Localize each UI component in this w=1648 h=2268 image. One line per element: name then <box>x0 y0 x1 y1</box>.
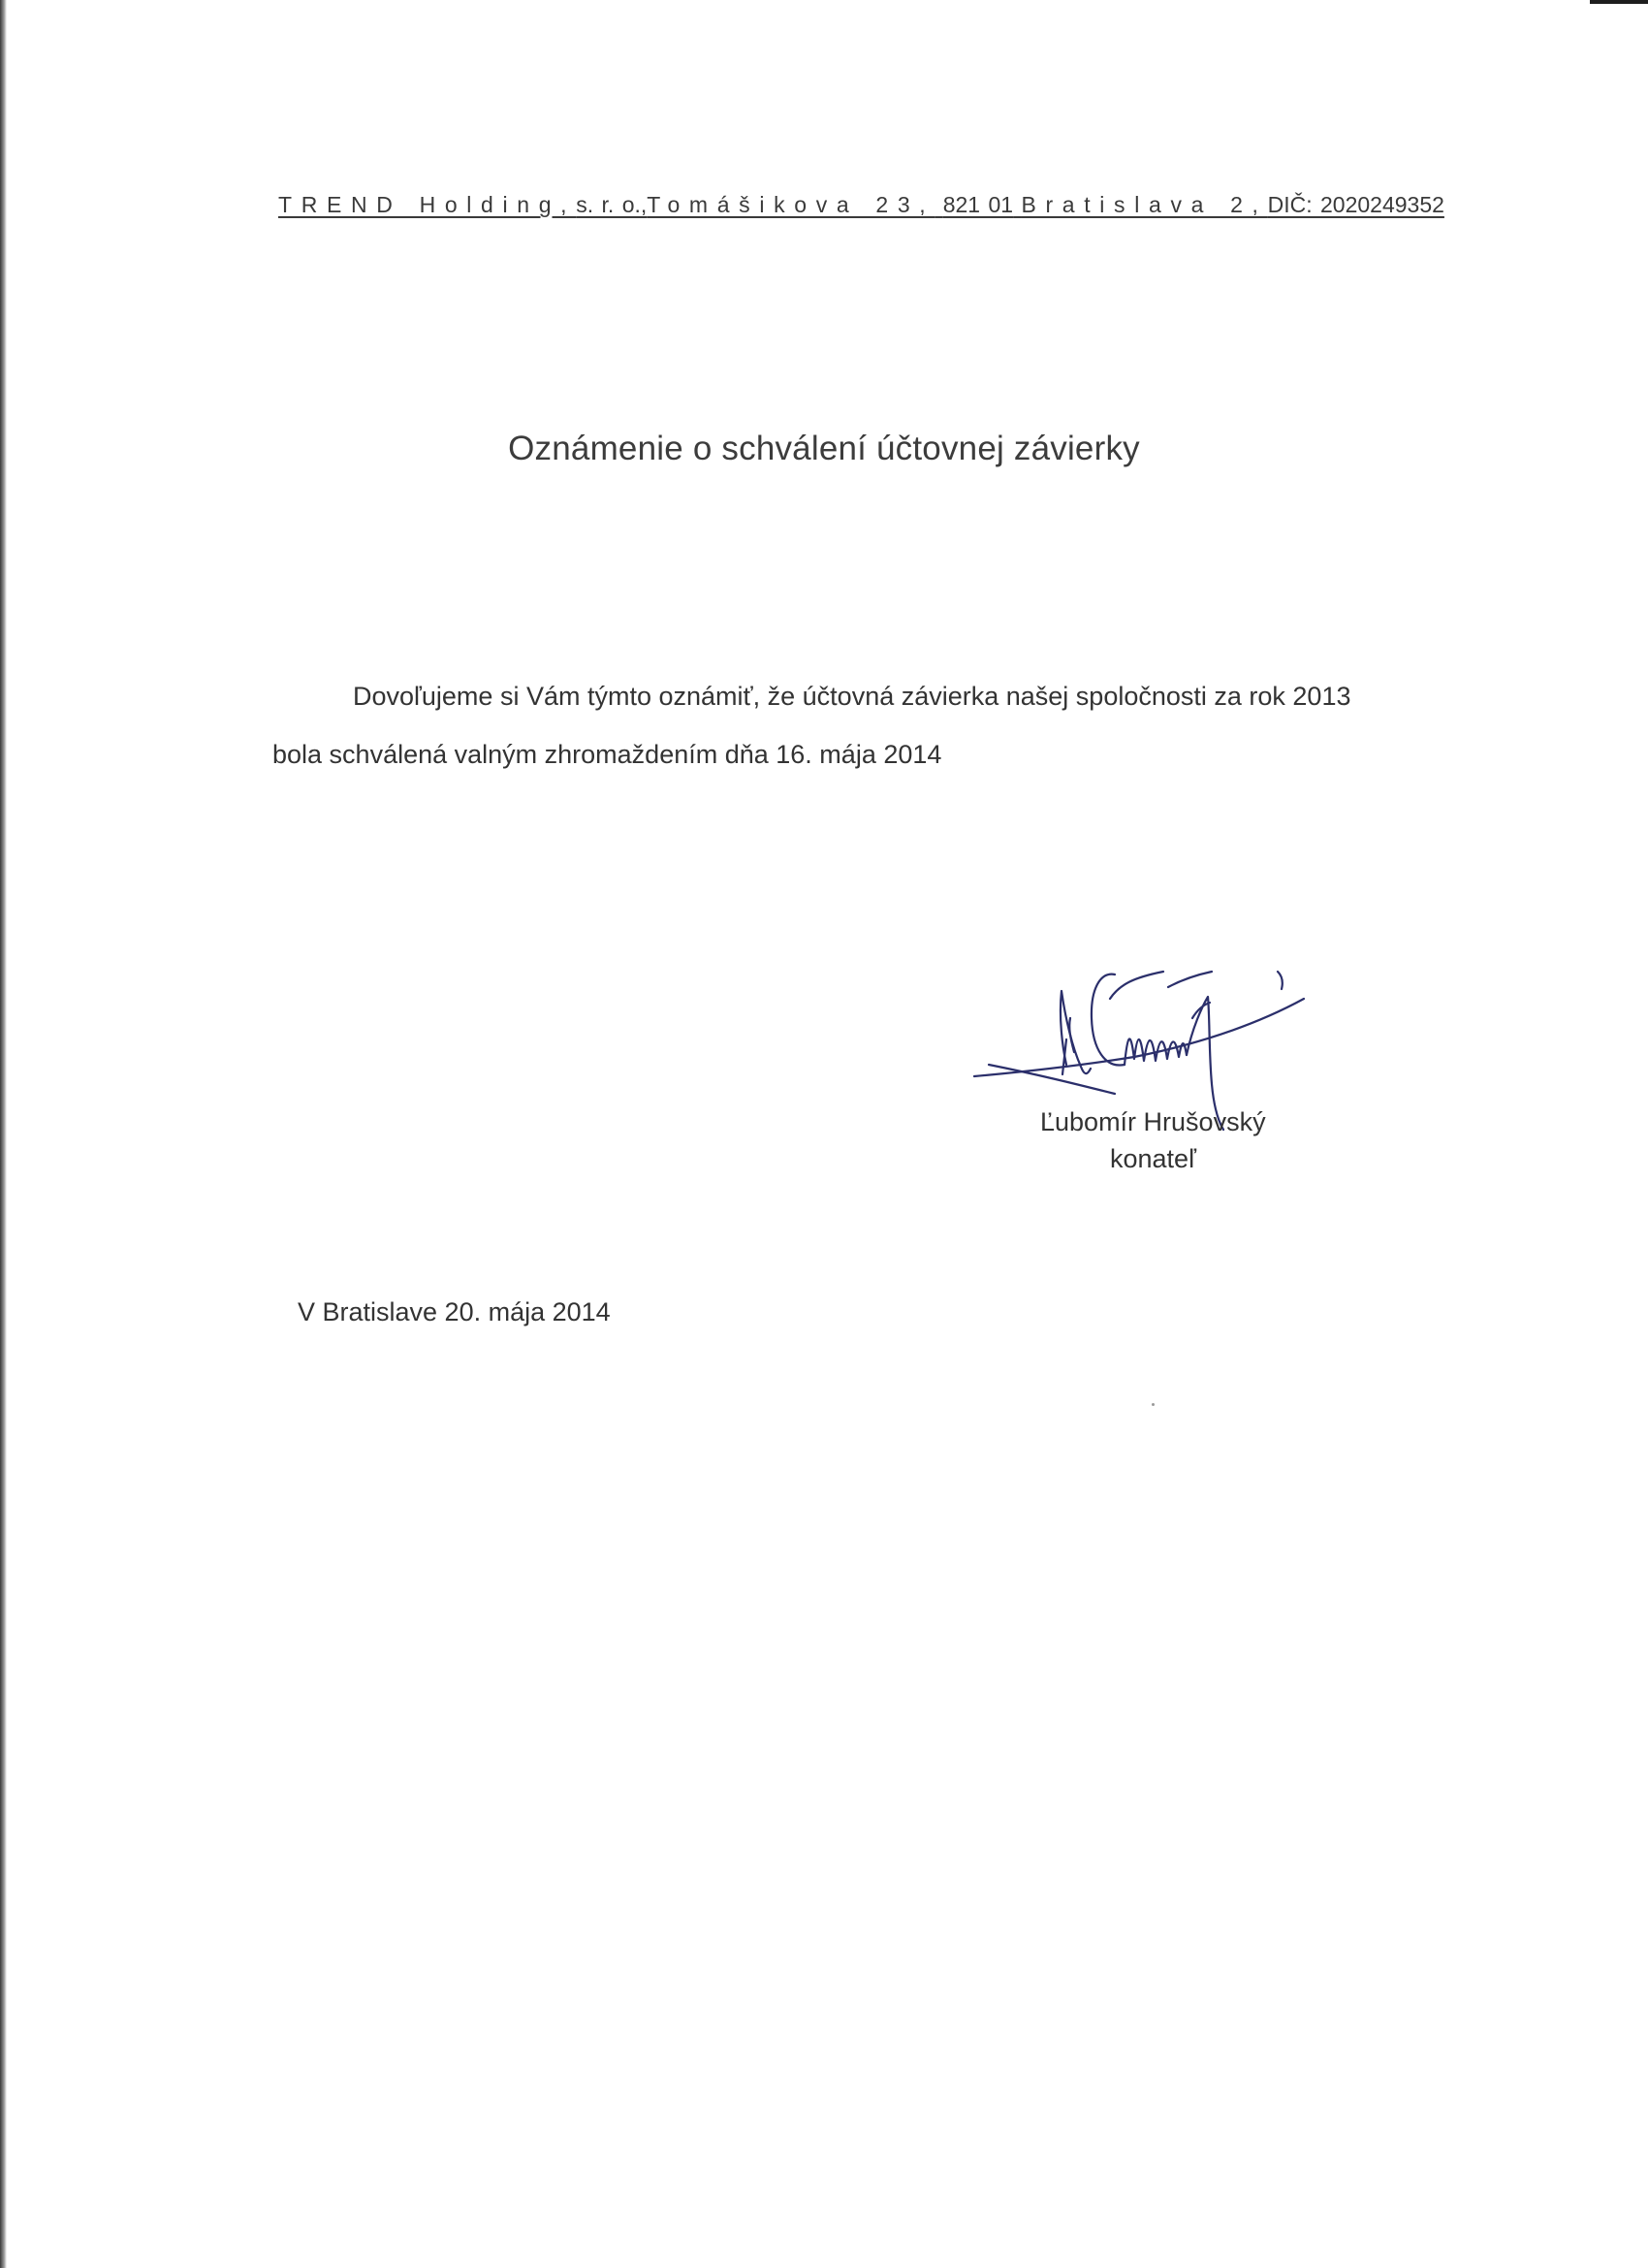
signer-role: konateľ <box>1110 1144 1196 1173</box>
company-legal-form: s. r. o., <box>576 192 648 217</box>
scan-edge-left <box>0 0 7 2268</box>
scan-mark-top-right <box>1590 0 1648 4</box>
place-and-date: V Bratislave 20. mája 2014 <box>298 1297 611 1326</box>
scan-speck <box>1152 1403 1155 1406</box>
company-postal-code: 821 01 <box>942 192 1014 217</box>
body-line-2: bola schválená valným zhromaždením dňa 16. mája 2014 <box>272 740 942 769</box>
letterhead <box>278 192 1444 218</box>
body-line-1: Dovoľujeme si Vám týmto oznámiť, že účtovná závierka našej spoločnosti za rok 2013 <box>353 682 1351 711</box>
signer-name: Ľubomír Hrušovský <box>1040 1107 1266 1136</box>
company-city: Bratislava 2, <box>1021 192 1268 217</box>
document-title: Oznámenie o schválení účtovnej závierky <box>508 430 1140 467</box>
company-name: TREND Holding, <box>278 192 577 217</box>
company-street: Tomášikova 23, <box>647 192 935 217</box>
company-tax-id: DIČ: 2020249352 <box>1267 192 1444 217</box>
